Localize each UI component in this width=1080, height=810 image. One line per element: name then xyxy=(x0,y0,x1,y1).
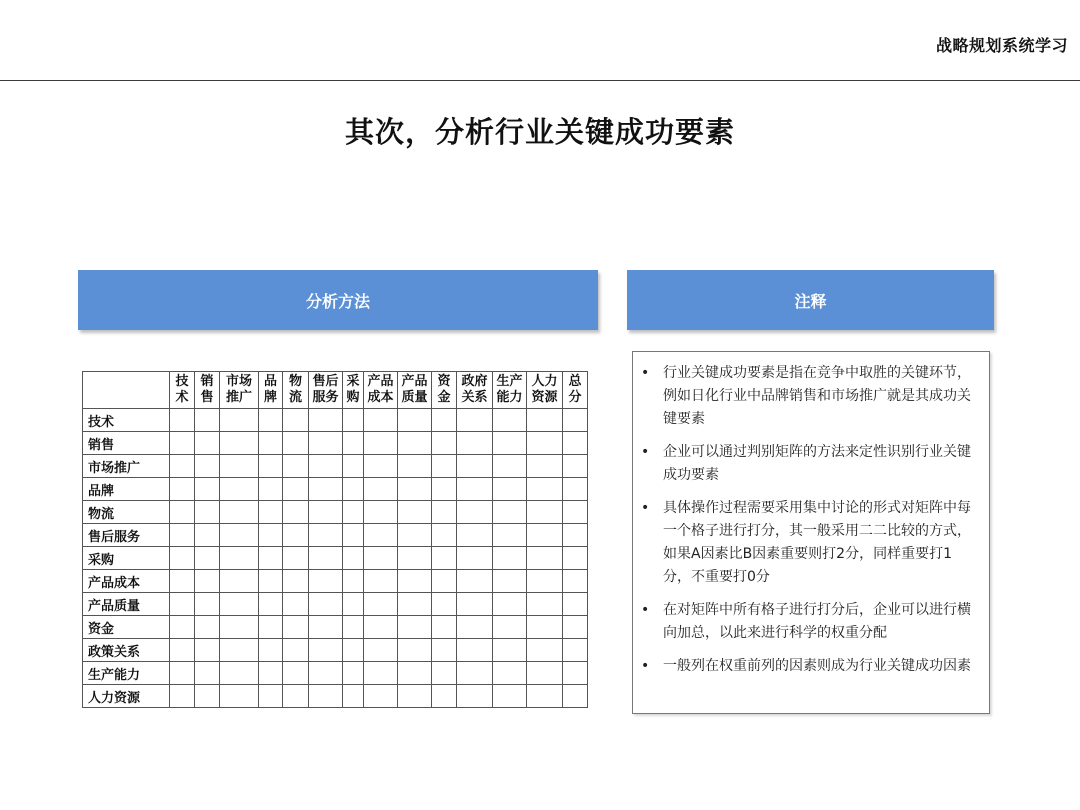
matrix-cell xyxy=(398,432,432,455)
matrix-cell xyxy=(398,616,432,639)
matrix-cell xyxy=(170,501,195,524)
matrix-cell xyxy=(283,478,309,501)
matrix-cell xyxy=(170,639,195,662)
matrix-row-label: 物流 xyxy=(83,501,170,524)
matrix-cell xyxy=(457,524,493,547)
matrix-cell xyxy=(195,547,220,570)
matrix-cell xyxy=(563,570,588,593)
matrix-cell xyxy=(220,639,259,662)
matrix-cell xyxy=(493,478,527,501)
matrix-cell xyxy=(527,409,563,432)
matrix-cell xyxy=(259,524,283,547)
matrix-cell xyxy=(563,409,588,432)
matrix-cell xyxy=(343,432,364,455)
matrix-cell xyxy=(170,662,195,685)
matrix-cell xyxy=(364,616,398,639)
matrix-cell xyxy=(259,409,283,432)
matrix-cell xyxy=(220,685,259,708)
matrix-cell xyxy=(398,662,432,685)
bullet-icon: • xyxy=(641,444,650,460)
matrix-row-label: 技术 xyxy=(83,409,170,432)
table-row xyxy=(83,409,588,432)
matrix-column-header: 采 购 xyxy=(343,372,364,409)
matrix-cell xyxy=(343,616,364,639)
matrix-cell xyxy=(283,524,309,547)
matrix-cell xyxy=(364,432,398,455)
matrix-cell xyxy=(527,455,563,478)
matrix-cell xyxy=(364,501,398,524)
matrix-column-header: 人力 资源 xyxy=(527,372,563,409)
matrix-cell xyxy=(343,524,364,547)
matrix-cell xyxy=(493,593,527,616)
matrix-cell xyxy=(195,685,220,708)
matrix-cell xyxy=(527,432,563,455)
matrix-header-row xyxy=(83,372,588,409)
matrix-cell xyxy=(195,432,220,455)
bullet-icon: • xyxy=(641,602,650,618)
table-row xyxy=(83,593,588,616)
matrix-cell xyxy=(170,593,195,616)
matrix-cell xyxy=(432,455,457,478)
matrix-cell xyxy=(309,455,343,478)
matrix-cell xyxy=(195,455,220,478)
matrix-cell xyxy=(432,547,457,570)
matrix-row-label: 产品质量 xyxy=(83,593,170,616)
matrix-cell xyxy=(432,593,457,616)
matrix-corner-cell xyxy=(83,372,170,409)
matrix-cell xyxy=(364,547,398,570)
matrix-cell xyxy=(527,547,563,570)
matrix-cell xyxy=(343,409,364,432)
matrix-cell xyxy=(259,570,283,593)
matrix-row-label: 政策关系 xyxy=(83,639,170,662)
matrix-cell xyxy=(170,455,195,478)
table-row xyxy=(83,455,588,478)
matrix-column-header: 技 术 xyxy=(170,372,195,409)
matrix-cell xyxy=(364,478,398,501)
matrix-cell xyxy=(259,616,283,639)
matrix-cell xyxy=(527,685,563,708)
matrix-cell xyxy=(457,570,493,593)
matrix-cell xyxy=(364,524,398,547)
matrix-column-header: 销 售 xyxy=(195,372,220,409)
matrix-row-label: 生产能力 xyxy=(83,662,170,685)
matrix-row-label: 采购 xyxy=(83,547,170,570)
judgment-matrix-table xyxy=(82,371,588,708)
matrix-cell xyxy=(563,639,588,662)
matrix-cell xyxy=(493,662,527,685)
matrix-cell xyxy=(283,616,309,639)
matrix-column-header: 生产 能力 xyxy=(493,372,527,409)
matrix-cell xyxy=(343,662,364,685)
matrix-cell xyxy=(493,409,527,432)
matrix-cell xyxy=(343,455,364,478)
matrix-cell xyxy=(195,478,220,501)
matrix-cell xyxy=(432,662,457,685)
page-title: 其次，分析行业关键成功要素 xyxy=(344,115,735,149)
matrix-row-label: 售后服务 xyxy=(83,524,170,547)
matrix-cell xyxy=(457,478,493,501)
matrix-cell xyxy=(220,547,259,570)
matrix-cell xyxy=(170,685,195,708)
matrix-cell xyxy=(195,616,220,639)
notes-header: 注释 xyxy=(627,270,994,330)
header-divider xyxy=(0,80,1080,81)
matrix-cell xyxy=(309,524,343,547)
matrix-cell xyxy=(364,409,398,432)
analysis-method-header: 分析方法 xyxy=(78,270,598,330)
matrix-cell xyxy=(309,409,343,432)
matrix-cell xyxy=(195,409,220,432)
bullet-icon: • xyxy=(641,658,650,674)
matrix-cell xyxy=(283,570,309,593)
matrix-cell xyxy=(170,547,195,570)
matrix-cell xyxy=(563,547,588,570)
bullet-icon: • xyxy=(641,500,650,516)
matrix-cell xyxy=(457,593,493,616)
matrix-column-header: 市场 推广 xyxy=(220,372,259,409)
list-item xyxy=(633,599,979,645)
matrix-cell xyxy=(398,685,432,708)
matrix-cell xyxy=(398,409,432,432)
matrix-cell xyxy=(493,570,527,593)
matrix-cell xyxy=(364,593,398,616)
matrix-cell xyxy=(220,432,259,455)
matrix-cell xyxy=(457,432,493,455)
matrix-cell xyxy=(398,639,432,662)
matrix-cell xyxy=(493,501,527,524)
matrix-cell xyxy=(527,639,563,662)
matrix-cell xyxy=(259,478,283,501)
matrix-cell xyxy=(259,432,283,455)
matrix-cell xyxy=(432,501,457,524)
matrix-cell xyxy=(563,685,588,708)
matrix-cell xyxy=(170,524,195,547)
matrix-cell xyxy=(343,501,364,524)
matrix-cell xyxy=(343,685,364,708)
matrix-cell xyxy=(195,593,220,616)
matrix-cell xyxy=(457,501,493,524)
note-text: 行业关键成功要素是指在竞争中取胜的关键环节，例如日化行业中品牌销售和市场推广就是其成功关键要素 xyxy=(663,365,971,427)
matrix-cell xyxy=(170,478,195,501)
matrix-cell xyxy=(364,639,398,662)
matrix-cell xyxy=(493,685,527,708)
matrix-cell xyxy=(364,685,398,708)
matrix-cell xyxy=(364,455,398,478)
matrix-cell xyxy=(432,409,457,432)
matrix-cell xyxy=(398,455,432,478)
matrix-cell xyxy=(432,685,457,708)
matrix-cell xyxy=(170,616,195,639)
matrix-row-label: 市场推广 xyxy=(83,455,170,478)
matrix-cell xyxy=(432,478,457,501)
matrix-cell xyxy=(563,524,588,547)
matrix-cell xyxy=(343,593,364,616)
matrix-cell xyxy=(259,662,283,685)
matrix-cell xyxy=(220,409,259,432)
matrix-cell xyxy=(527,501,563,524)
matrix-cell xyxy=(283,593,309,616)
matrix-cell xyxy=(220,455,259,478)
matrix-column-header: 总 分 xyxy=(563,372,588,409)
matrix-cell xyxy=(398,570,432,593)
matrix-cell xyxy=(527,570,563,593)
table-row xyxy=(83,570,588,593)
notes-list xyxy=(633,352,989,678)
matrix-cell xyxy=(563,501,588,524)
table-row xyxy=(83,524,588,547)
matrix-cell xyxy=(563,593,588,616)
matrix-row-label: 资金 xyxy=(83,616,170,639)
matrix-cell xyxy=(259,455,283,478)
matrix-cell xyxy=(493,432,527,455)
note-text: 具体操作过程需要采用集中讨论的形式对矩阵中每一个格子进行打分，其一般采用二二比较的方式，如果A因素比B因素重要则打2分，同样重要打1分，不重要打0分 xyxy=(663,500,971,585)
matrix-cell xyxy=(283,547,309,570)
table-row xyxy=(83,662,588,685)
matrix-cell xyxy=(563,616,588,639)
matrix-cell xyxy=(527,478,563,501)
matrix-cell xyxy=(309,593,343,616)
matrix-cell xyxy=(283,639,309,662)
matrix-cell xyxy=(195,662,220,685)
matrix-column-header: 产品 成本 xyxy=(364,372,398,409)
matrix-cell xyxy=(220,593,259,616)
matrix-cell xyxy=(457,685,493,708)
matrix-cell xyxy=(309,639,343,662)
matrix-cell xyxy=(283,455,309,478)
table-row xyxy=(83,547,588,570)
matrix-cell xyxy=(527,593,563,616)
table-row xyxy=(83,616,588,639)
matrix-cell xyxy=(309,478,343,501)
matrix-cell xyxy=(220,662,259,685)
list-item xyxy=(633,497,979,589)
matrix-cell xyxy=(220,478,259,501)
list-item xyxy=(633,441,979,487)
note-text: 在对矩阵中所有格子进行打分后，企业可以进行横向加总，以此来进行科学的权重分配 xyxy=(663,602,971,641)
matrix-row-label: 销售 xyxy=(83,432,170,455)
matrix-column-header: 物 流 xyxy=(283,372,309,409)
note-text: 企业可以通过判别矩阵的方法来定性识别行业关键成功要素 xyxy=(663,444,971,483)
matrix-cell xyxy=(527,662,563,685)
matrix-row-label: 人力资源 xyxy=(83,685,170,708)
list-item xyxy=(633,362,979,431)
brand-title: 战略规划系统学习 xyxy=(935,36,1068,55)
matrix-column-header: 资 金 xyxy=(432,372,457,409)
matrix-cell xyxy=(364,570,398,593)
matrix-cell xyxy=(309,616,343,639)
matrix-row-label: 产品成本 xyxy=(83,570,170,593)
matrix-cell xyxy=(259,593,283,616)
matrix-cell xyxy=(259,547,283,570)
matrix-column-header: 品 牌 xyxy=(259,372,283,409)
matrix-cell xyxy=(527,524,563,547)
note-text: 一般列在权重前列的因素则成为行业关键成功因素 xyxy=(663,658,971,674)
matrix-cell xyxy=(283,662,309,685)
matrix-cell xyxy=(527,616,563,639)
matrix-column-header: 政府 关系 xyxy=(457,372,493,409)
matrix-cell xyxy=(195,639,220,662)
matrix-cell xyxy=(457,662,493,685)
table-row xyxy=(83,432,588,455)
matrix-cell xyxy=(398,501,432,524)
matrix-cell xyxy=(457,639,493,662)
matrix-cell xyxy=(457,616,493,639)
matrix-cell xyxy=(283,432,309,455)
matrix-cell xyxy=(309,685,343,708)
matrix-cell xyxy=(493,547,527,570)
matrix-cell xyxy=(195,570,220,593)
matrix-cell xyxy=(343,547,364,570)
matrix-cell xyxy=(283,409,309,432)
matrix-cell xyxy=(432,524,457,547)
matrix-cell xyxy=(309,547,343,570)
matrix-cell xyxy=(493,616,527,639)
matrix-cell xyxy=(563,662,588,685)
matrix-cell xyxy=(343,639,364,662)
notes-box xyxy=(632,351,990,714)
matrix-cell xyxy=(493,639,527,662)
matrix-cell xyxy=(220,616,259,639)
matrix-cell xyxy=(364,662,398,685)
matrix-column-header: 产品 质量 xyxy=(398,372,432,409)
matrix-cell xyxy=(343,570,364,593)
table-row xyxy=(83,685,588,708)
matrix-cell xyxy=(457,455,493,478)
matrix-cell xyxy=(563,478,588,501)
matrix-cell xyxy=(259,501,283,524)
matrix-cell xyxy=(195,524,220,547)
list-item xyxy=(633,655,979,678)
matrix-cell xyxy=(457,409,493,432)
matrix-cell xyxy=(220,524,259,547)
matrix-cell xyxy=(195,501,220,524)
matrix-cell xyxy=(220,570,259,593)
matrix-cell xyxy=(283,685,309,708)
matrix-cell xyxy=(220,501,259,524)
matrix-cell xyxy=(457,547,493,570)
matrix-column-header: 售后 服务 xyxy=(309,372,343,409)
matrix-cell xyxy=(398,478,432,501)
matrix-cell xyxy=(493,524,527,547)
matrix-cell xyxy=(398,547,432,570)
table-row xyxy=(83,501,588,524)
matrix-cell xyxy=(283,501,309,524)
table-row xyxy=(83,478,588,501)
matrix-cell xyxy=(309,662,343,685)
bullet-icon: • xyxy=(641,365,650,381)
matrix-cell xyxy=(259,685,283,708)
matrix-cell xyxy=(343,478,364,501)
matrix-cell xyxy=(309,432,343,455)
matrix-cell xyxy=(170,570,195,593)
matrix-cell xyxy=(170,409,195,432)
matrix-cell xyxy=(259,639,283,662)
table-row xyxy=(83,639,588,662)
matrix-cell xyxy=(493,455,527,478)
matrix-cell xyxy=(398,593,432,616)
matrix-cell xyxy=(563,455,588,478)
matrix-cell xyxy=(432,570,457,593)
matrix-cell xyxy=(398,524,432,547)
matrix-cell xyxy=(432,616,457,639)
matrix-cell xyxy=(563,432,588,455)
matrix-cell xyxy=(432,432,457,455)
matrix-cell xyxy=(309,570,343,593)
matrix-cell xyxy=(170,432,195,455)
matrix-cell xyxy=(309,501,343,524)
matrix-row-label: 品牌 xyxy=(83,478,170,501)
matrix-cell xyxy=(432,639,457,662)
